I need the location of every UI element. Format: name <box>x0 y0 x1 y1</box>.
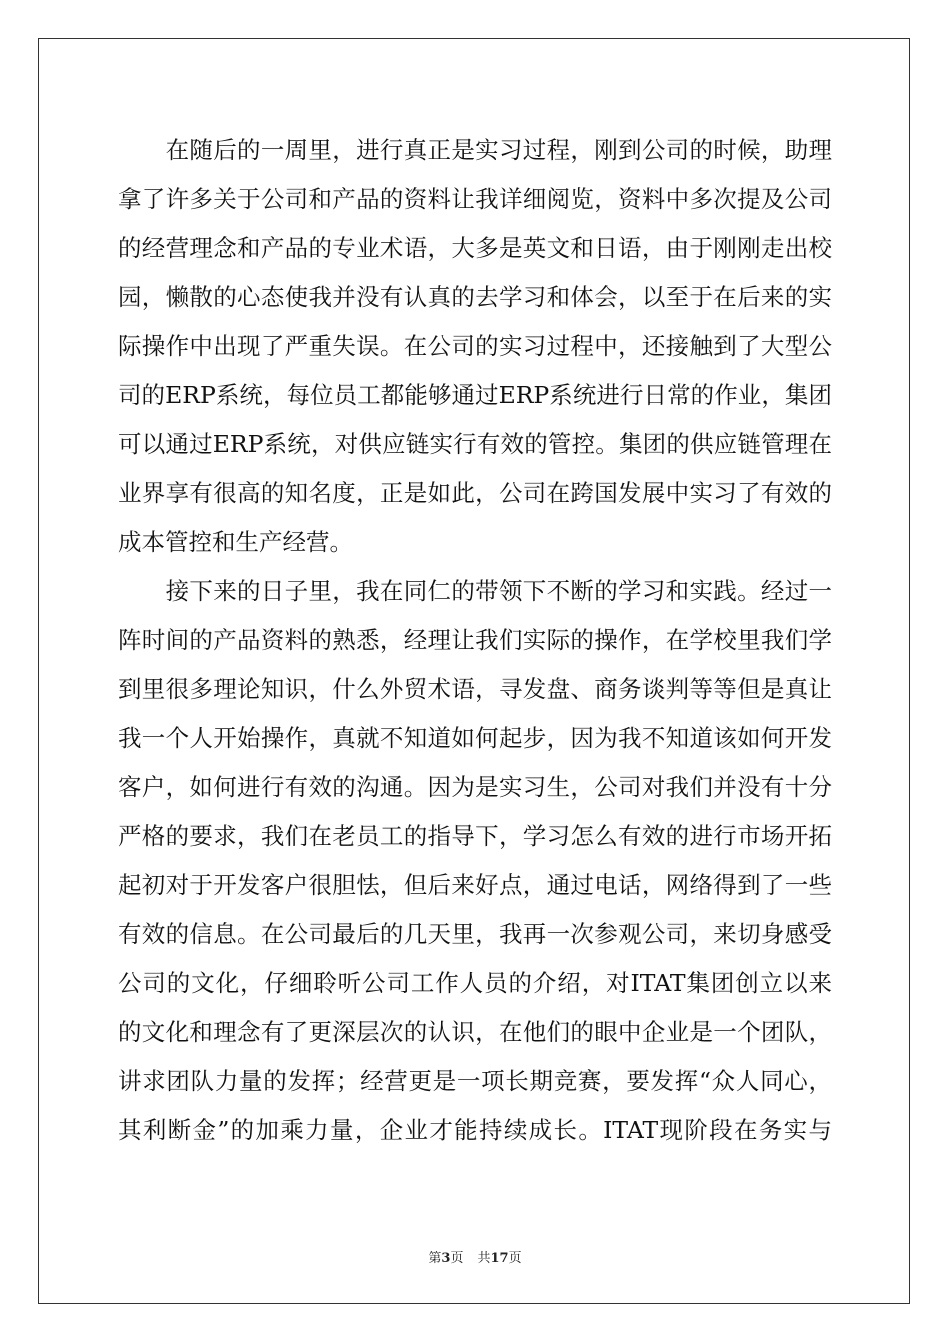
text-line: 的经营理念和产品的专业术语，大多是英文和日语，由于刚刚走出校 <box>118 234 832 262</box>
text-line: 客户，如何进行有效的沟通。因为是实习生，公司对我们并没有十分 <box>118 773 832 801</box>
text-line: 其利断金”的加乘力量，企业才能持续成长。ITAT现阶段在务实与 <box>118 1116 832 1144</box>
page-footer <box>0 1247 950 1266</box>
text-line: 我一个人开始操作，真就不知道如何起步，因为我不知道该如何开发 <box>118 724 832 752</box>
text-line: 司的ERP系统，每位员工都能够通过ERP系统进行日常的作业，集团 <box>118 381 832 409</box>
page-suffix: 页 <box>450 1251 464 1266</box>
paragraph-1 <box>118 126 832 567</box>
text-line: 可以通过ERP系统，对供应链实行有效的管控。集团的供应链管理在 <box>118 430 832 458</box>
text-line: 园，懒散的心态使我并没有认真的去学习和体会，以至于在后来的实 <box>118 283 832 311</box>
paragraph-2 <box>118 567 832 1155</box>
text-line: 在随后的一周里，进行真正是实习过程，刚到公司的时候，助理 <box>118 136 832 164</box>
total-suffix: 页 <box>508 1251 522 1266</box>
total-prefix: 共 <box>477 1251 491 1266</box>
text-line: 拿了许多关于公司和产品的资料让我详细阅览，资料中多次提及公司 <box>118 185 832 213</box>
text-line: 讲求团队力量的发挥；经营更是一项长期竞赛，要发挥“众人同心， <box>118 1067 832 1095</box>
text-line: 严格的要求，我们在老员工的指导下，学习怎么有效的进行市场开拓 <box>118 822 832 850</box>
text-line: 接下来的日子里，我在同仁的带领下不断的学习和实践。经过一 <box>118 577 832 605</box>
text-line: 有效的信息。在公司最后的几天里，我再一次参观公司，来切身感受 <box>118 920 832 948</box>
text-line: 起初对于开发客户很胆怯，但后来好点，通过电话，网络得到了一些 <box>118 871 832 899</box>
document-body <box>118 126 832 1155</box>
text-line: 到里很多理论知识，什么外贸术语，寻发盘、商务谈判等等但是真让 <box>118 675 832 703</box>
text-line: 阵时间的产品资料的熟悉，经理让我们实际的操作，在学校里我们学 <box>118 626 832 654</box>
text-line: 成本管控和生产经营。 <box>118 528 353 556</box>
total-pages: 17 <box>490 1251 509 1266</box>
text-line: 公司的文化，仔细聆听公司工作人员的介绍，对ITAT集团创立以来 <box>118 969 832 997</box>
page-prefix: 第 <box>428 1251 442 1266</box>
page-number: 3 <box>441 1251 451 1266</box>
text-line: 业界享有很高的知名度，正是如此，公司在跨国发展中实习了有效的 <box>118 479 832 507</box>
text-line: 际操作中出现了严重失误。在公司的实习过程中，还接触到了大型公 <box>118 332 832 360</box>
text-line: 的文化和理念有了更深层次的认识，在他们的眼中企业是一个团队， <box>118 1018 832 1046</box>
